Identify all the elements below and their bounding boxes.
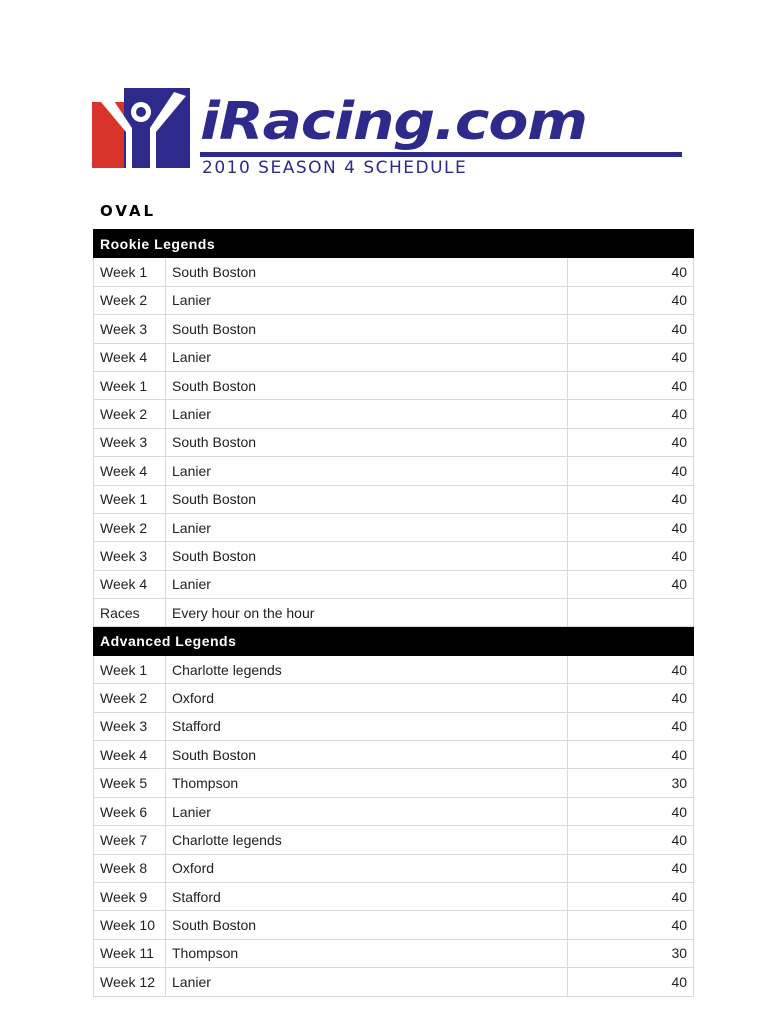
iracing-driver-logo-icon — [92, 88, 190, 168]
track-cell: South Boston — [166, 428, 568, 456]
value-cell: 40 — [568, 968, 694, 996]
track-cell: South Boston — [166, 911, 568, 939]
table-row — [94, 911, 694, 939]
table-row — [94, 797, 694, 825]
table-row — [94, 741, 694, 769]
week-cell: Week 1 — [94, 655, 166, 683]
week-cell: Week 11 — [94, 939, 166, 967]
week-cell: Week 3 — [94, 542, 166, 570]
table-row — [94, 513, 694, 541]
group-title: Advanced Legends — [94, 627, 694, 655]
track-cell: Lanier — [166, 286, 568, 314]
value-cell: 40 — [568, 741, 694, 769]
table-row — [94, 428, 694, 456]
week-cell: Week 2 — [94, 400, 166, 428]
week-cell: Races — [94, 599, 166, 627]
table-row — [94, 485, 694, 513]
track-cell: South Boston — [166, 315, 568, 343]
table-row — [94, 769, 694, 797]
value-cell: 40 — [568, 542, 694, 570]
table-row — [94, 882, 694, 910]
value-cell: 30 — [568, 939, 694, 967]
schedule-subtitle: 2010 SEASON 4 SCHEDULE — [202, 158, 468, 178]
week-cell: Week 6 — [94, 797, 166, 825]
table-row — [94, 684, 694, 712]
track-cell: Every hour on the hour — [166, 599, 568, 627]
value-cell: 40 — [568, 911, 694, 939]
table-row — [94, 258, 694, 286]
week-cell: Week 8 — [94, 854, 166, 882]
track-cell: Thompson — [166, 939, 568, 967]
table-row — [94, 457, 694, 485]
section-title: OVAL — [100, 202, 157, 220]
track-cell: Thompson — [166, 769, 568, 797]
week-cell: Week 3 — [94, 428, 166, 456]
track-cell: Stafford — [166, 712, 568, 740]
value-cell: 40 — [568, 854, 694, 882]
week-cell: Week 1 — [94, 485, 166, 513]
value-cell: 40 — [568, 485, 694, 513]
schedule-table — [93, 229, 694, 997]
table-row — [94, 939, 694, 967]
week-cell: Week 4 — [94, 343, 166, 371]
week-cell: Week 1 — [94, 371, 166, 399]
track-cell: Charlotte legends — [166, 826, 568, 854]
table-row — [94, 343, 694, 371]
week-cell: Week 2 — [94, 513, 166, 541]
table-row — [94, 826, 694, 854]
table-row — [94, 599, 694, 627]
track-cell: Lanier — [166, 797, 568, 825]
value-cell: 40 — [568, 457, 694, 485]
table-row — [94, 854, 694, 882]
week-cell: Week 4 — [94, 570, 166, 598]
value-cell: 30 — [568, 769, 694, 797]
page-header — [92, 88, 692, 188]
brand-logo-text: iRacing.com — [200, 92, 587, 152]
table-row — [94, 400, 694, 428]
track-cell: Lanier — [166, 968, 568, 996]
track-cell: Lanier — [166, 457, 568, 485]
table-row — [94, 968, 694, 996]
week-cell: Week 2 — [94, 684, 166, 712]
value-cell: 40 — [568, 400, 694, 428]
value-cell — [568, 599, 694, 627]
value-cell: 40 — [568, 428, 694, 456]
week-cell: Week 1 — [94, 258, 166, 286]
table-row — [94, 542, 694, 570]
value-cell: 40 — [568, 684, 694, 712]
track-cell: Charlotte legends — [166, 655, 568, 683]
week-cell: Week 10 — [94, 911, 166, 939]
week-cell: Week 4 — [94, 457, 166, 485]
week-cell: Week 12 — [94, 968, 166, 996]
value-cell: 40 — [568, 797, 694, 825]
week-cell: Week 3 — [94, 712, 166, 740]
value-cell: 40 — [568, 343, 694, 371]
value-cell: 40 — [568, 570, 694, 598]
track-cell: Lanier — [166, 400, 568, 428]
track-cell: South Boston — [166, 542, 568, 570]
week-cell: Week 4 — [94, 741, 166, 769]
value-cell: 40 — [568, 513, 694, 541]
value-cell: 40 — [568, 826, 694, 854]
table-row — [94, 655, 694, 683]
track-cell: Lanier — [166, 343, 568, 371]
track-cell: Lanier — [166, 570, 568, 598]
track-cell: South Boston — [166, 258, 568, 286]
track-cell: Lanier — [166, 513, 568, 541]
table-row — [94, 570, 694, 598]
value-cell: 40 — [568, 258, 694, 286]
week-cell: Week 7 — [94, 826, 166, 854]
value-cell: 40 — [568, 712, 694, 740]
group-title: Rookie Legends — [94, 230, 694, 258]
track-cell: Oxford — [166, 854, 568, 882]
track-cell: South Boston — [166, 485, 568, 513]
group-header-row — [94, 627, 694, 655]
week-cell: Week 5 — [94, 769, 166, 797]
value-cell: 40 — [568, 655, 694, 683]
track-cell: South Boston — [166, 371, 568, 399]
track-cell: Stafford — [166, 882, 568, 910]
track-cell: Oxford — [166, 684, 568, 712]
value-cell: 40 — [568, 882, 694, 910]
week-cell: Week 2 — [94, 286, 166, 314]
brand-underline — [200, 152, 682, 157]
week-cell: Week 3 — [94, 315, 166, 343]
group-header-row — [94, 230, 694, 258]
table-row — [94, 315, 694, 343]
value-cell: 40 — [568, 315, 694, 343]
value-cell: 40 — [568, 371, 694, 399]
week-cell: Week 9 — [94, 882, 166, 910]
table-row — [94, 286, 694, 314]
track-cell: South Boston — [166, 741, 568, 769]
table-row — [94, 712, 694, 740]
value-cell: 40 — [568, 286, 694, 314]
table-row — [94, 371, 694, 399]
